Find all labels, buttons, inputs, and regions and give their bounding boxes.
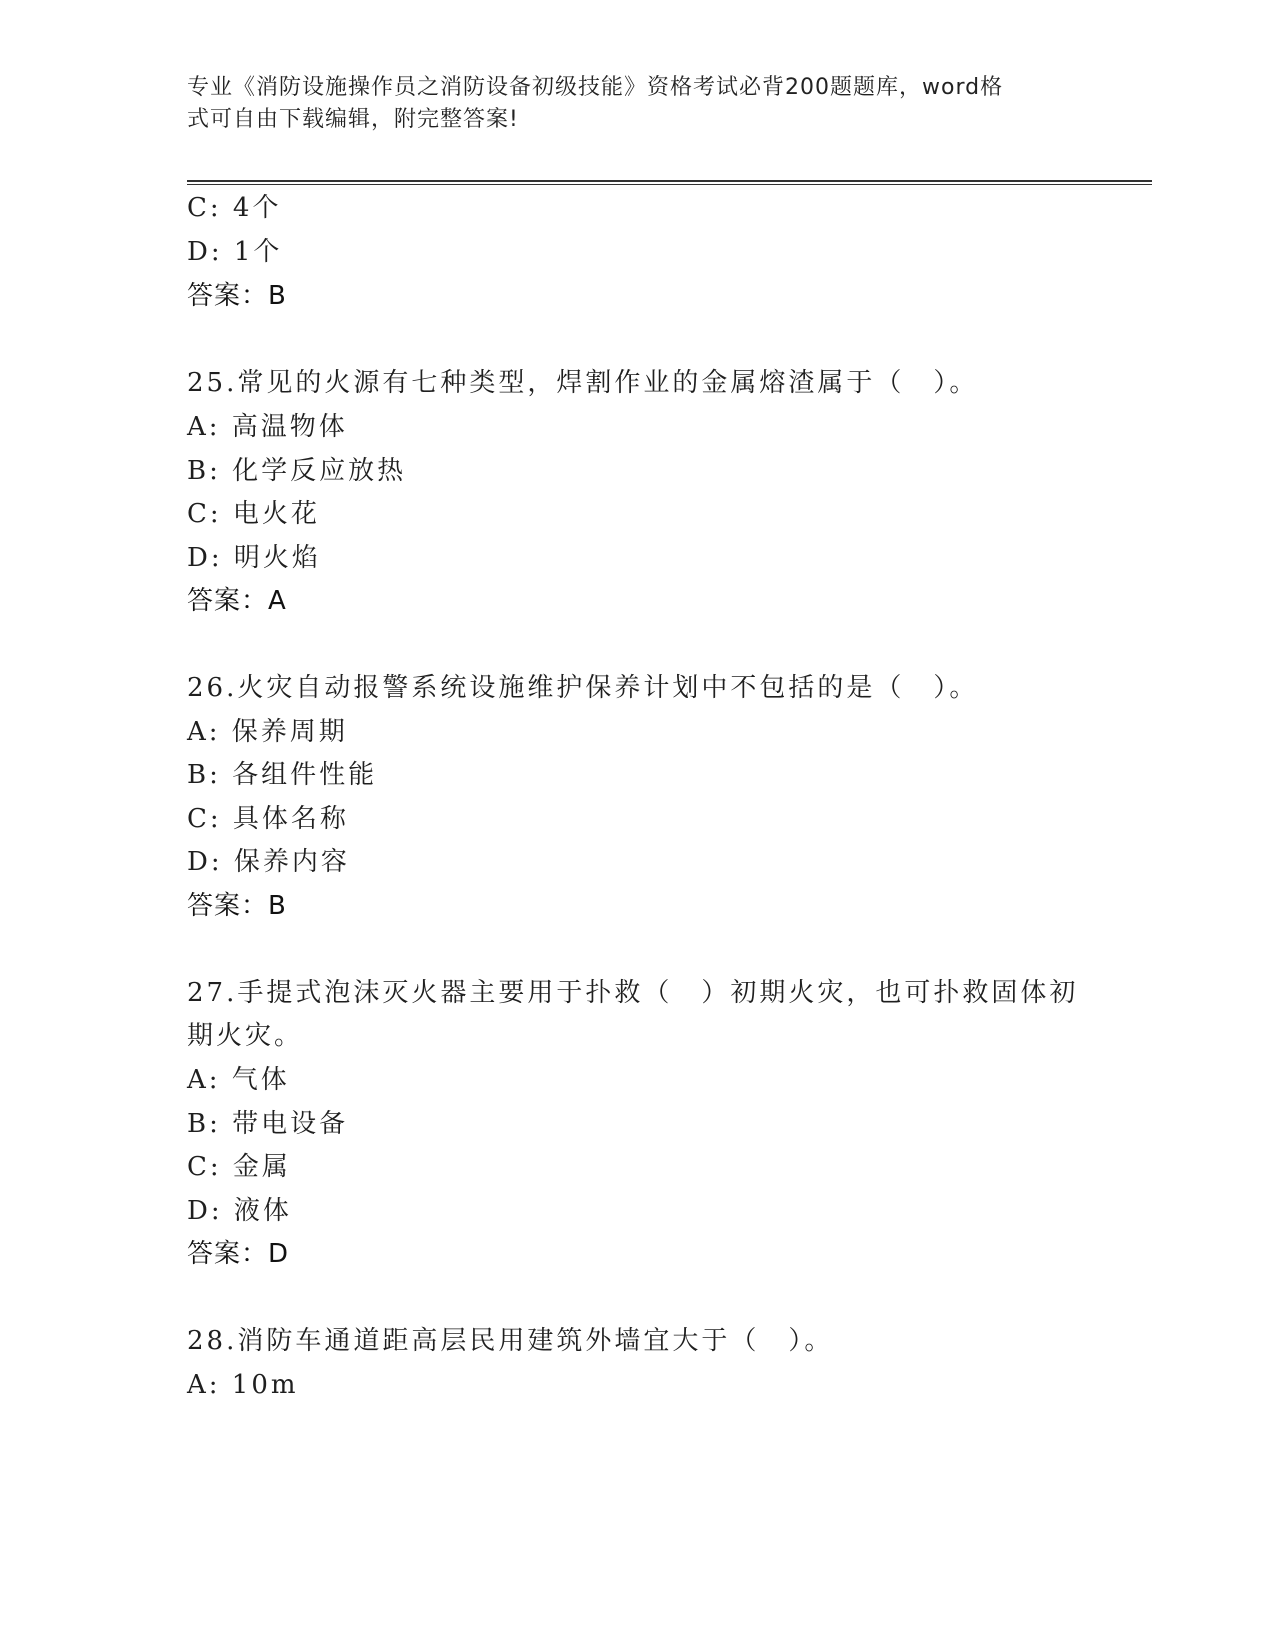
header-divider-thin bbox=[187, 184, 1152, 185]
question-26-answer: 答案：B bbox=[187, 891, 287, 921]
question-25-option-a: A: 高温物体 bbox=[187, 412, 348, 442]
question-28-option-a: A: 10m bbox=[187, 1370, 299, 1400]
document-header bbox=[187, 72, 1067, 136]
question-27-option-c: C: 金属 bbox=[187, 1152, 291, 1182]
question-26-option-a: A: 保养周期 bbox=[187, 717, 348, 747]
question-25-answer: 答案：A bbox=[187, 586, 287, 616]
question-25-option-c: C: 电火花 bbox=[187, 499, 320, 529]
question-27-option-b: B: 带电设备 bbox=[187, 1109, 349, 1139]
question-26: 26.火灾自动报警系统设施维护保养计划中不包括的是（ ）。 bbox=[187, 673, 979, 703]
question-25: 25.常见的火源有七种类型，焊割作业的金属熔渣属于（ ）。 bbox=[187, 368, 979, 398]
question-27-answer: 答案：D bbox=[187, 1239, 290, 1269]
option-d-prev: D: 1个 bbox=[187, 237, 283, 267]
question-25-option-d: D: 明火焰 bbox=[187, 543, 321, 573]
header-line-1: 专业《消防设施操作员之消防设备初级技能》资格考试必背200题题库，word格 bbox=[187, 75, 1004, 100]
question-26-option-c: C: 具体名称 bbox=[187, 804, 349, 834]
question-28: 28.消防车通道距高层民用建筑外墙宜大于（ ）。 bbox=[187, 1326, 834, 1356]
header-line-2: 式可自由下载编辑，附完整答案! bbox=[187, 107, 519, 132]
question-25-option-b: B: 化学反应放热 bbox=[187, 456, 407, 486]
answer-prev: 答案：B bbox=[187, 281, 287, 311]
question-27-option-d: D: 液体 bbox=[187, 1196, 292, 1226]
question-26-option-b: B: 各组件性能 bbox=[187, 760, 378, 790]
question-27-line-2: 期火灾。 bbox=[187, 1021, 304, 1051]
question-26-option-d: D: 保养内容 bbox=[187, 847, 350, 877]
option-c-prev: C: 4个 bbox=[187, 193, 282, 223]
question-27-line-1: 27.手提式泡沫灭火器主要用于扑救（ ）初期火灾，也可扑救固体初 bbox=[187, 978, 1079, 1008]
question-27-option-a: A: 气体 bbox=[187, 1065, 290, 1095]
header-divider-thick bbox=[187, 180, 1152, 182]
